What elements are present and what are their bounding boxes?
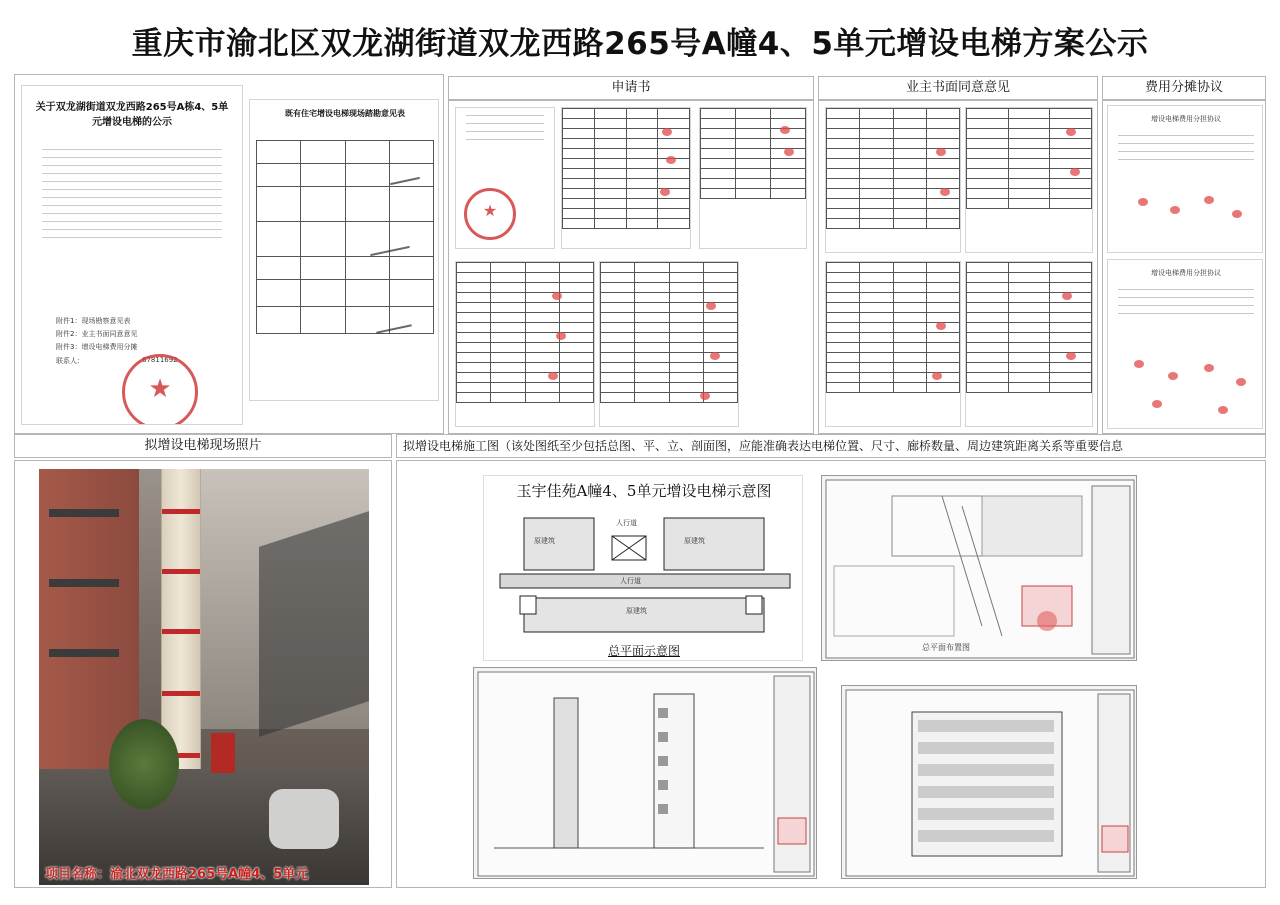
- label-existing-bottom: 原建筑: [626, 607, 647, 615]
- cost-agreement-doc-2: [1107, 259, 1263, 429]
- elevation-sheet-2: [841, 685, 1137, 879]
- consent-form-2: [965, 107, 1093, 253]
- application-letter: ★: [455, 107, 555, 249]
- survey-form-heading: 既有住宅增设电梯现场踏勘意见表: [285, 109, 405, 118]
- cost-agreement-heading-bottom: 增设电梯费用分担协议: [1151, 269, 1221, 277]
- label-existing-left: 原建筑: [534, 537, 555, 545]
- label-walkway-mid: 人行道: [620, 577, 641, 585]
- label-walkway-top: 人行道: [616, 519, 637, 527]
- cost-agreement-heading-top: 增设电梯费用分担协议: [1151, 115, 1221, 123]
- official-seal-icon: ★: [122, 354, 198, 425]
- notice-heading: 关于双龙湖街道双龙西路265号A栋4、5单元增设电梯的公示: [35, 102, 229, 128]
- application-panel: [448, 100, 814, 434]
- notice-attachment-3: 附件3：增设电梯费用分摊: [56, 343, 138, 351]
- plan-schematic: [483, 475, 803, 661]
- owner-consent-panel: [818, 100, 1098, 434]
- consent-form-3: [825, 261, 961, 427]
- notice-contact-phone: 67811692: [142, 356, 178, 364]
- cost-agreement-doc-1: [1107, 105, 1263, 253]
- photo-caption: 项目名称：渝北双龙西路265号A幢4、5单元: [45, 867, 309, 882]
- section-header-construction-drawing: 拟增设电梯施工图（该处图纸至少包括总图、平、立、剖面图，应能准确表达电梯位置、尺寸、廊桥数量、周边建筑距离关系等重要信息: [396, 434, 1266, 458]
- section-header-owner-consent: 业主书面同意意见: [818, 76, 1098, 100]
- elevation-drawing-2: [842, 686, 1138, 880]
- notice-attachment-2: 附件2：业主书面同意意见: [56, 330, 138, 338]
- notice-body-lines: [32, 142, 232, 245]
- section-header-site-photo: 拟增设电梯现场照片: [14, 434, 392, 458]
- tree-foliage: [109, 719, 179, 809]
- plan-schematic-title: 玉宇佳苑A幢4、5单元增设电梯示意图: [516, 482, 772, 500]
- section-header-cost-agreement: 费用分摊协议: [1102, 76, 1266, 100]
- plan-schematic-caption: 总平面示意图: [607, 644, 680, 658]
- site-plan-caption: 总平面布置图: [922, 643, 970, 652]
- drawings-panel: [396, 460, 1266, 888]
- consent-form-4: [965, 261, 1093, 427]
- applicant-list-4: [599, 261, 739, 427]
- applicant-list-3: [455, 261, 595, 427]
- consent-form-1: [825, 107, 961, 253]
- public-notice-document: [21, 85, 243, 425]
- notice-panel: [14, 74, 444, 434]
- applicant-list-2: [699, 107, 807, 249]
- page-title: 重庆市渝北区双龙湖街道双龙西路265号A幢4、5单元增设电梯方案公示: [131, 26, 1149, 62]
- notice-contact-label: 联系人：: [56, 357, 84, 365]
- site-photo: [39, 469, 369, 885]
- entry-door: [211, 733, 235, 773]
- label-existing-right: 原建筑: [684, 537, 705, 545]
- section-header-application: 申请书: [448, 76, 814, 100]
- site-photo-panel: [14, 460, 392, 888]
- survey-form-document: [249, 99, 439, 401]
- site-plan-sheet: [821, 475, 1137, 661]
- parked-scooter: [269, 789, 339, 849]
- site-plan-drawing: [822, 476, 1138, 662]
- survey-form-table: [256, 140, 434, 334]
- plan-schematic-drawing: [494, 508, 794, 638]
- cost-agreement-panel: [1102, 100, 1266, 434]
- elevation-sheet-1: [473, 667, 817, 879]
- notice-attachment-1: 附件1：现场勘察意见表: [56, 317, 131, 325]
- elevation-drawing-1: [474, 668, 818, 880]
- applicant-list-1: [561, 107, 691, 249]
